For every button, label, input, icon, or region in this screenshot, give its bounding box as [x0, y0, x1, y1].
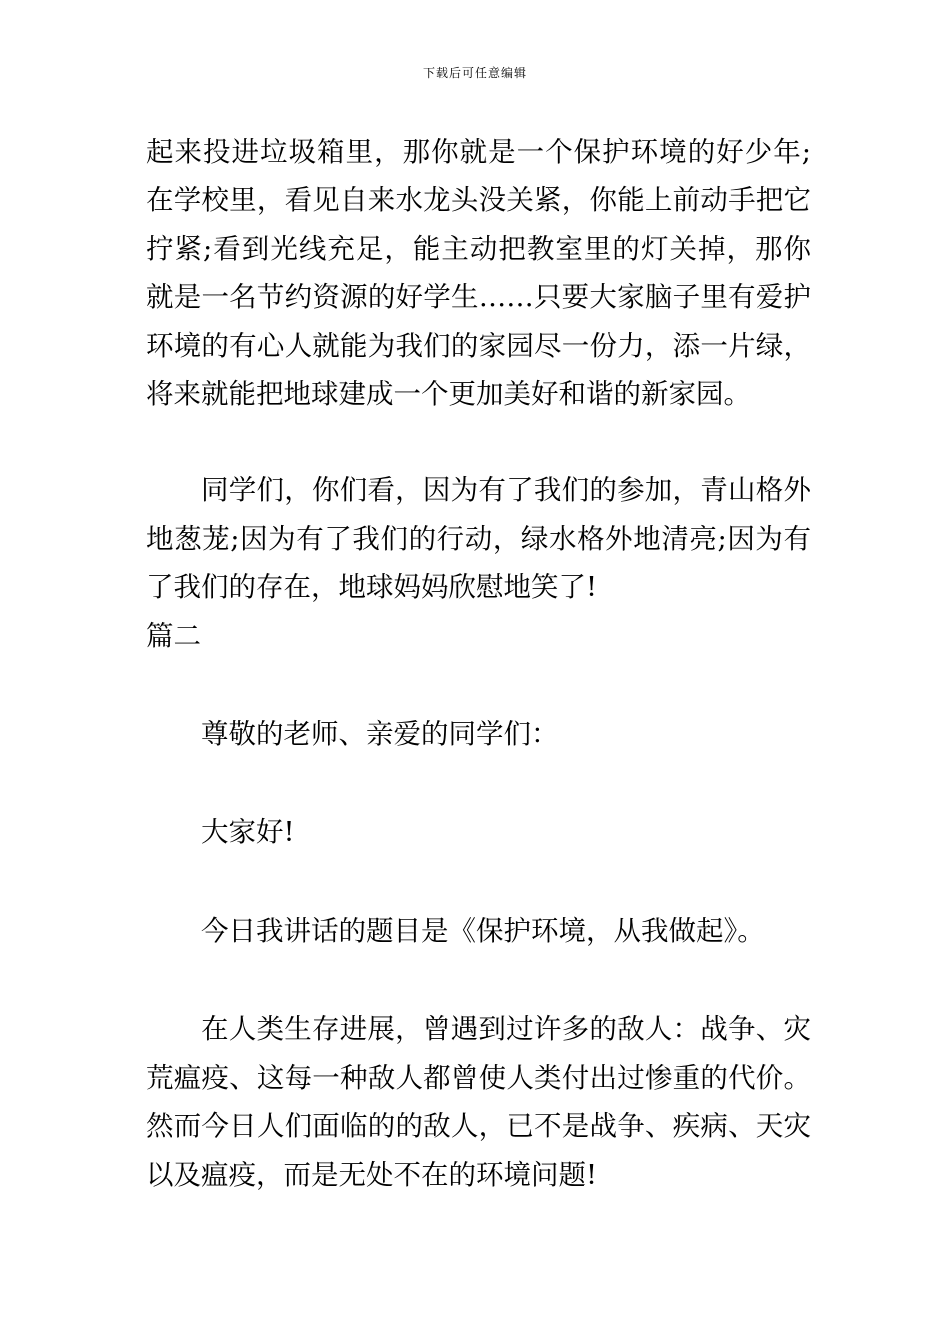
greeting: 大家好! — [201, 816, 295, 849]
page-header-note: 下载后可任意编辑 — [422, 66, 527, 80]
document-body — [146, 128, 811, 1199]
paragraph-continuation: 起来投进垃圾箱里，那你就是一个保护环境的好少年;在学校里，看见自来水龙头没关紧，你能上前动手把它拧紧;看到光线充足，能主动把教室里的灯关掉，那你就是一名节约资源的好学生……只要大家脑子里有爱护环境的有心人就能为我们的家园尽一份力，添一片绿，将来就能把地球建成一个更加美好和谐的新家园。 — [146, 136, 811, 411]
paragraph-classmates: 同学们，你们看，因为有了我们的参加，青山格外地葱茏;因为有了我们的行动，绿水格外地清亮;因为有了我们的存在，地球妈妈欣慰地笑了! — [146, 474, 811, 604]
paragraph-environment: 在人类生存进展，曾遇到过许多的敌人：战争、灾荒瘟疫、这每一种敌人都曾使人类付出过惨重的代价。然而今日人们面临的的敌人，已不是战争、疾病、天灾以及瘟疫，而是无处不在的环境问题! — [146, 1013, 811, 1191]
section-heading: 篇二 — [146, 619, 201, 652]
speech-topic: 今日我讲话的题目是《保护环境，从我做起》。 — [201, 914, 765, 947]
salutation: 尊敬的老师、亲爱的同学们： — [201, 718, 559, 751]
